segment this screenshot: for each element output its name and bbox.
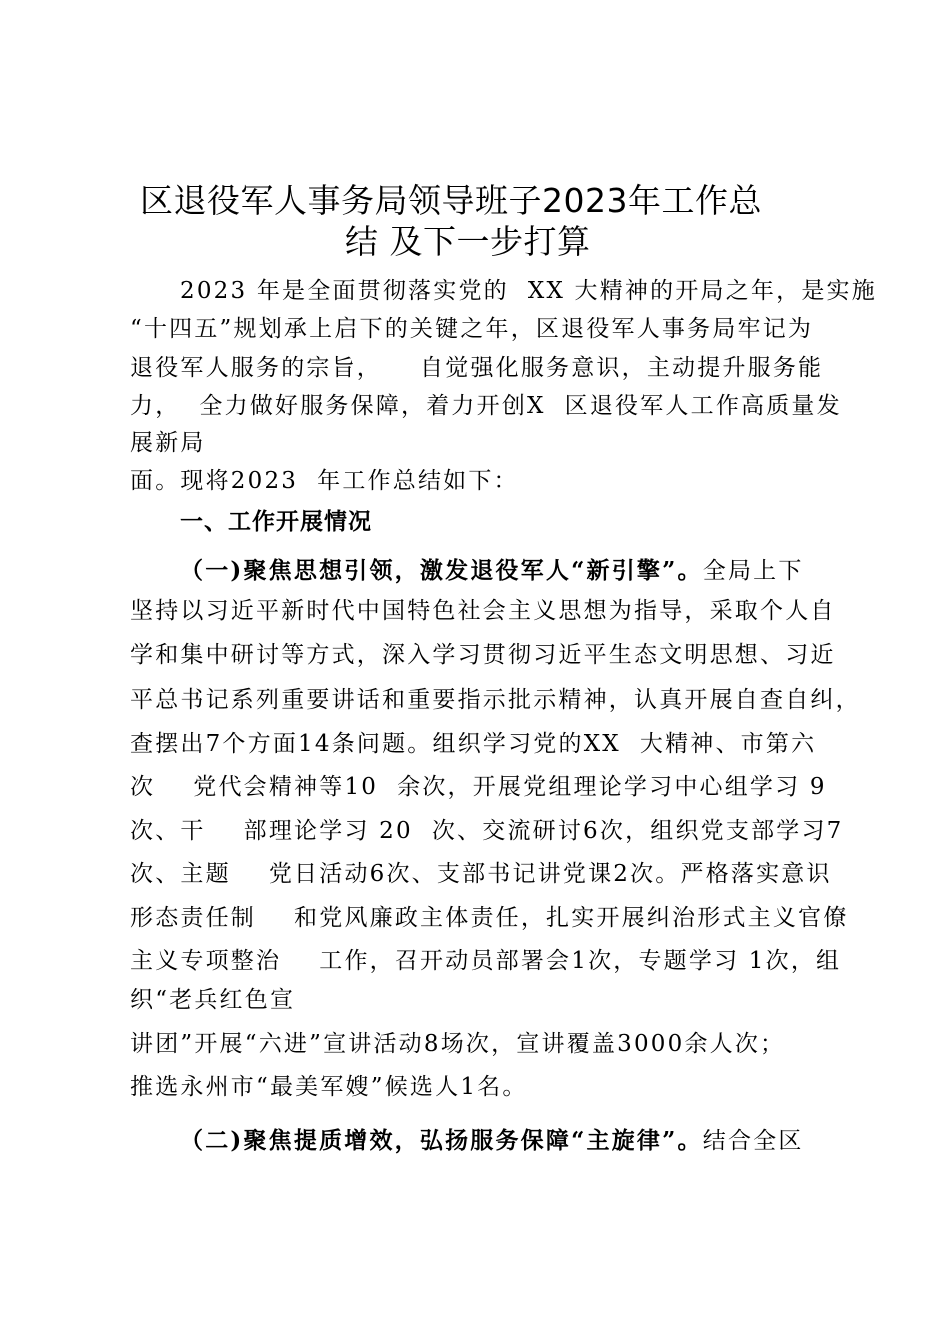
subsection-2-first-line [180, 1126, 804, 1156]
s1-line-1: 坚持以习近平新时代中国特色社会主义思想为指导，采取个人自 [130, 598, 836, 624]
s1-line-3: 平总书记系列重要讲话和重要指示批示精神，认真开展自查自纠， [130, 687, 861, 713]
s1-line-12: 推选永州市“最美军嫂”候选人1名。 [130, 1074, 528, 1100]
s1-line-5: 次 党代会精神等10 余次，开展党组理论学习中心组学习 9 [130, 774, 827, 800]
s1-line-6: 次、干 部理论学习 20 次、交流研讨6次，组织党支部学习7 [130, 818, 844, 844]
document-title-line-1: 区退役军人事务局领导班子2023年工作总 [140, 181, 762, 220]
section-heading-1: 一、工作开展情况 [180, 509, 372, 535]
subsection-1-heading: （一)聚焦思想引领，激发退役军人“新引擎”。 [180, 557, 703, 584]
subsection-1-first-line [180, 556, 804, 586]
s1-line-11: 讲团”开展“六进”宣讲活动8场次，宣讲覆盖3000余人次； [130, 1031, 786, 1057]
subsection-2-first-text: 结合全区 [702, 1128, 804, 1154]
intro-line-3: 退役军人服务的宗旨， 自觉强化服务意识，主动提升服务能 [130, 355, 824, 381]
s1-line-10: 织“老兵红色宣 [130, 987, 296, 1013]
s1-line-9: 主义专项整治 工作，召开动员部署会1次，专题学习 1次，组 [130, 948, 842, 974]
intro-line-5: 展新局 [130, 430, 206, 456]
intro-line-2: “十四五”规划承上启下的关键之年，区退役军人事务局牢记为 [130, 316, 814, 342]
s1-line-4: 查摆出7个方面14条问题。组织学习党的XX 大精神、市第六 [130, 731, 817, 757]
document-title-line-2: 结 及下一步打算 [345, 222, 591, 261]
intro-line-1: 2023 年是全面贯彻落实党的 XX 大精神的开局之年，是实施 [180, 278, 877, 304]
s1-line-7: 次、主题 党日活动6次、支部书记讲党课2次。严格落实意识 [130, 861, 832, 887]
subsection-2-heading: （二)聚焦提质增效，弘扬服务保障“主旋律”。 [180, 1127, 703, 1154]
intro-line-4: 力， 全力做好服务保障，着力开创X 区退役军人工作高质量发 [130, 393, 842, 419]
s1-line-8: 形态责任制 和党风廉政主体责任，扎实开展纠治形式主义官僚 [130, 905, 849, 931]
s1-line-2: 学和集中研讨等方式，深入学习贯彻习近平生态文明思想、习近 [130, 642, 836, 668]
intro-line-6: 面。现将2023 年工作总结如下： [130, 468, 519, 494]
subsection-1-first-text: 全局上下 [702, 558, 804, 584]
